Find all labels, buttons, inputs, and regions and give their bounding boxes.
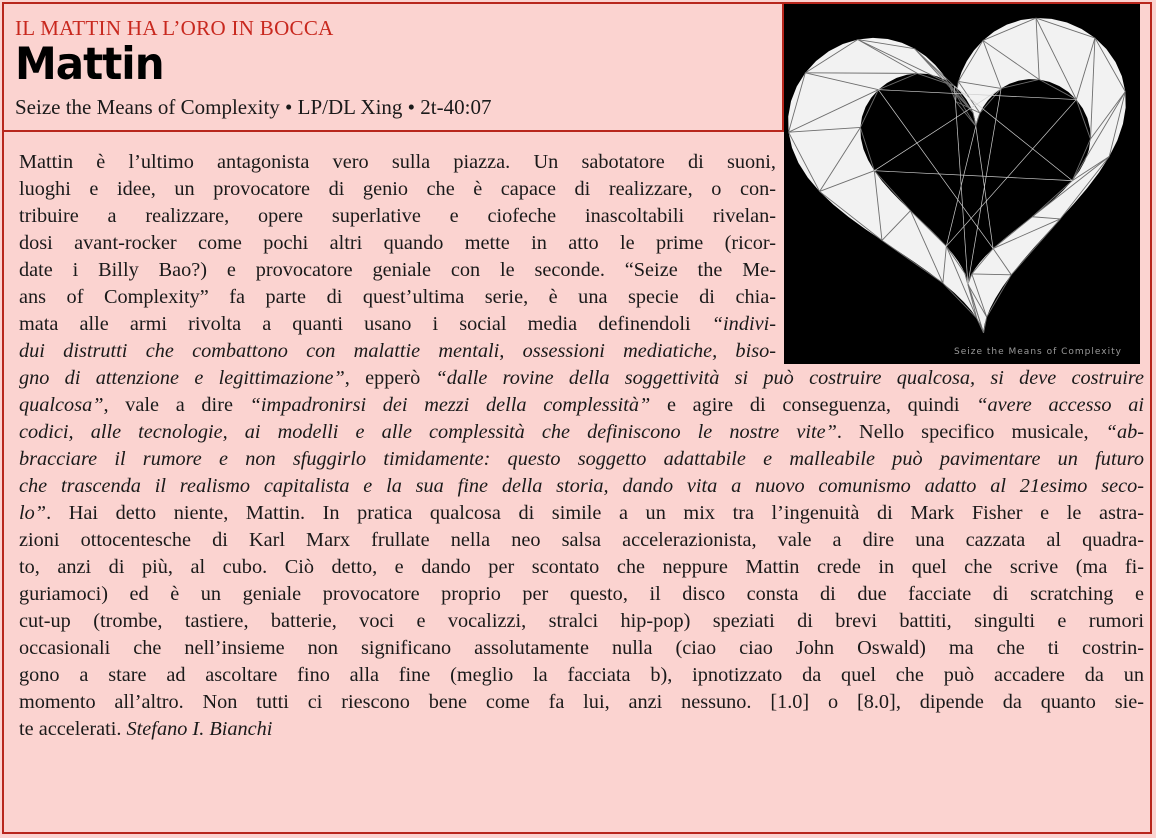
body-line (19, 662, 1144, 689)
body-text-run: tribuire a realizzare, opere superlative e ciofeche inascoltabili rivelan- (19, 205, 776, 227)
body-text-run: occasionali che nell’insieme non significano assolutamente nulla (ciao ciao John Oswald) ma che ti costrin- (19, 637, 1144, 659)
body-line (19, 473, 1144, 500)
body-text-run: guriamoci) ed è un geniale provocatore proprio per questo, il disco consta di due facciate di scratching e (19, 583, 1144, 605)
body-text-run: “ab- (1105, 421, 1144, 443)
body-text-run: , epperò (344, 367, 436, 389)
body-line (19, 365, 1144, 392)
release-info: Seize the Means of Complexity • LP/DL Xing • 2t-40:07 (15, 95, 492, 119)
body-text-run: che trascenda il realismo capitalista e la sua fine della storia, dando vita a nuovo comunismo adatto al 21esimo seco- (19, 475, 1144, 497)
body-line (19, 419, 1144, 446)
body-text-run: mata alle armi rivolta a quanti usano i social media definendoli (19, 313, 712, 335)
body-text-run: qualcosa” (19, 394, 104, 416)
body-text-run: ans of Complexity” fa parte di quest’ultima serie, è una specie di chia- (19, 286, 776, 308)
body-line (19, 311, 776, 338)
body-text-run: dosi avant-rocker come pochi altri quando mette in atto le prime (ricor- (19, 232, 776, 254)
body-text-run: gono a stare ad ascoltare fino alla fine (meglio la facciata b), ipnotizzato da quel che può accadere da un (19, 664, 1144, 686)
review-kicker: IL MATTIN HA L’ORO IN BOCCA (15, 16, 334, 40)
body-line (19, 338, 776, 365)
body-text-run: Mattin è l’ultimo antagonista vero sulla piazza. Un sabotatore di suoni, (19, 151, 776, 173)
body-line (19, 446, 1144, 473)
body-text-run: codici, alle tecnologie, ai modelli e alle complessità che definiscono le nostre vite” (19, 421, 837, 443)
cover-caption: Seize the Means of Complexity (954, 347, 1122, 357)
body-text-run: dui distrutti che combattono con malattie mentali, ossessioni mediatiche, biso- (19, 340, 776, 362)
body-text-run: , vale a dire (103, 394, 250, 416)
body-text-run: Stefano I. Bianchi (126, 718, 273, 740)
body-text-run: lo” (19, 502, 47, 524)
body-text-run: te accelerati. (19, 718, 127, 740)
body-line (19, 554, 1144, 581)
body-line (19, 203, 776, 230)
body-line (19, 176, 776, 203)
body-line (19, 392, 1144, 419)
body-text-run: luoghi e idee, un provocatore di genio che è capace di realizzare, o con- (19, 178, 776, 200)
body-text-run: zioni ottocentesche di Karl Marx frullate nella neo salsa accelerazionista, vale a dire una cazzata al quadra- (19, 529, 1144, 551)
review-header (4, 4, 784, 132)
body-text-run: “avere accesso ai (976, 394, 1144, 416)
body-line (19, 257, 776, 284)
body-line (19, 230, 776, 257)
body-text-run: date i Billy Bao?) e provocatore geniale con le seconde. “Seize the Me- (19, 259, 776, 281)
body-text-run: cut-up (trombe, tastiere, batterie, voci e vocalizzi, stralci hip-pop) speziati di brevi battiti, singulti e rumori (19, 610, 1144, 632)
body-text-run: “dalle rovine della soggettività si può costruire qualcosa, si deve costruire (435, 367, 1145, 389)
wireframe-heart-icon (784, 4, 1140, 364)
body-line (19, 635, 1144, 662)
body-text-run: “impadronirsi dei mezzi della complessità” (249, 394, 651, 416)
body-line (19, 149, 776, 176)
body-text-run: e agire di conseguenza, quindi (650, 394, 977, 416)
body-text-run: gno di attenzione e legittimazione” (19, 367, 345, 389)
body-line (19, 527, 1144, 554)
body-line (19, 689, 1144, 716)
body-line (19, 608, 1144, 635)
album-cover (784, 4, 1140, 364)
body-text-run: bracciare il rumore e non sfuggirlo timidamente: questo soggetto adattabile e malleabile può pavimentare un futuro (19, 448, 1144, 470)
body-text-run: “indivi- (711, 313, 776, 335)
body-line (19, 500, 1144, 527)
body-line (19, 284, 776, 311)
body-text-run: to, anzi di più, al cubo. Ciò detto, e dando per scontato che neppure Mattin crede in quel che scrive (ma fi- (19, 556, 1144, 578)
body-text-run: momento all’altro. Non tutti ci riescono bene come fa lui, anzi nessuno. [1.0] o [8.0], dipende da quanto sie- (19, 691, 1144, 713)
artist-name: Mattin (15, 37, 164, 90)
body-text-run: . Hai detto niente, Mattin. In pratica qualcosa di simile a un mix tra l’ingenuità di Mark Fisher e le astra- (46, 502, 1144, 524)
body-text-run: . Nello specifico musicale, (836, 421, 1106, 443)
body-line (19, 581, 1144, 608)
body-line (19, 716, 1144, 743)
